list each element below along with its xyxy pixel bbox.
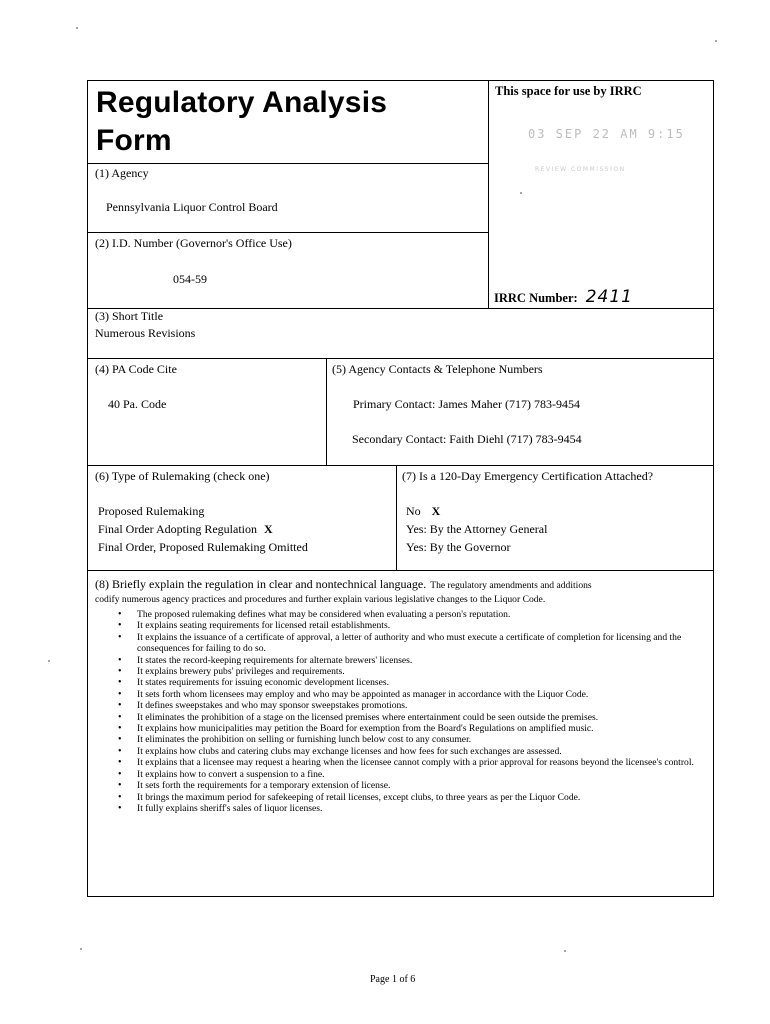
emergency-label: (7) Is a 120-Day Emergency Certification Attached? xyxy=(402,469,654,483)
form-border-right xyxy=(713,80,714,897)
list-item: • It explains how municipalities may petition the Board for exemption from the Board's Regulations on amplified music. xyxy=(92,723,708,734)
divider-agency-id xyxy=(87,232,488,233)
form-border-left xyxy=(87,80,88,897)
emergency-option-governor: Yes: By the Governor xyxy=(406,540,511,554)
page-title xyxy=(96,84,387,160)
list-item: • It explains seating requirements for licensed retail establishments. xyxy=(92,620,708,631)
code-cite-label: (4) PA Code Cite xyxy=(95,362,177,376)
agency-label: (1) Agency xyxy=(95,166,149,180)
form-border-bottom xyxy=(87,896,714,897)
page-number: Page 1 of 6 xyxy=(370,974,416,985)
list-item: • It eliminates the prohibition of a stage on the licensed premises where entertainment could be seen outside the premises. xyxy=(92,712,708,723)
scan-speck xyxy=(76,27,78,29)
irrc-number-value: 2411 xyxy=(585,287,633,307)
irrc-stamp-subtext: REVIEW COMMISSION xyxy=(535,166,626,173)
explanation-intro xyxy=(95,575,707,606)
list-item: • It sets forth whom licensees may employ and who may be appointed as manager in accordance with the Liquor Code. xyxy=(92,689,708,700)
rulemaking-option-final-adopting-label: Final Order Adopting Regulation xyxy=(98,522,257,536)
code-cite-value: 40 Pa. Code xyxy=(108,397,167,411)
id-number-value: 054-59 xyxy=(173,272,207,286)
divider-id-title xyxy=(87,308,714,309)
rulemaking-label: (6) Type of Rulemaking (check one) xyxy=(95,469,270,483)
explanation-intro-rest: The regulatory amendments and additions xyxy=(430,580,592,591)
irrc-received-stamp: 03 SEP 22 AM 9:15 xyxy=(528,127,685,141)
scan-speck xyxy=(520,192,522,194)
explanation-intro-line2: codify numerous agency practices and procedures and further explain various legislative changes to the Liquor Code. xyxy=(95,594,546,605)
irrc-number-label: IRRC Number: xyxy=(494,291,578,305)
irrc-number xyxy=(494,287,633,307)
divider-rulemaking-emergency xyxy=(396,465,397,570)
agency-value: Pennsylvania Liquor Control Board xyxy=(106,200,278,214)
short-title-value: Numerous Revisions xyxy=(95,326,196,340)
id-number-label: (2) I.D. Number (Governor's Office Use) xyxy=(95,236,292,250)
contacts-label: (5) Agency Contacts & Telephone Numbers xyxy=(332,362,543,376)
secondary-contact: Secondary Contact: Faith Diehl (717) 783-9454 xyxy=(352,432,582,446)
list-item: • It explains the issuance of a certificate of approval, a letter of authority and who must execute a certificate of completion for licensing and the consequences for failing to do so. xyxy=(92,632,708,655)
irrc-space-label: This space for use by IRRC xyxy=(495,84,642,98)
list-item: • It explains that a licensee may request a hearing when the licensee cannot comply with a prior approval for reasons beyond the licensee's control. xyxy=(92,757,708,768)
list-item: • It eliminates the prohibition on selling or furnishing lunch below cost to any consumer. xyxy=(92,734,708,745)
rulemaking-option-proposed: Proposed Rulemaking xyxy=(98,504,205,518)
divider-rulemaking-explain xyxy=(87,570,714,571)
irrc-column-divider xyxy=(488,80,489,308)
rulemaking-check-mark: X xyxy=(263,522,273,536)
list-item: • It explains how clubs and catering clubs may exchange licenses and how fees for such exchanges are assessed. xyxy=(92,746,708,757)
list-item: • It defines sweepstakes and who may sponsor sweepstakes promotions. xyxy=(92,700,708,711)
form-border-top xyxy=(87,80,714,81)
list-item: • The proposed rulemaking defines what may be considered when evaluating a person's reputation. xyxy=(92,609,708,620)
primary-contact: Primary Contact: James Maher (717) 783-9454 xyxy=(353,397,580,411)
emergency-option-no-label: No xyxy=(406,504,421,518)
short-title-label: (3) Short Title xyxy=(95,309,164,323)
emergency-check-mark: X xyxy=(431,504,441,518)
rulemaking-option-final-adopting xyxy=(98,522,273,537)
page-title-line1: Regulatory Analysis xyxy=(96,86,388,119)
emergency-option-attorney-general: Yes: By the Attorney General xyxy=(406,522,548,536)
divider-title-cite xyxy=(87,358,714,359)
list-item: • It brings the maximum period for safekeeping of retail licenses, except clubs, to three years as per the Liquor Code. xyxy=(92,792,708,803)
explanation-bullet-list xyxy=(92,609,708,814)
divider-cite-rulemaking xyxy=(87,465,714,466)
scan-speck xyxy=(564,950,566,952)
list-item: • It states the record-keeping requirements for alternate brewers' licenses. xyxy=(92,655,708,666)
divider-cite-contacts xyxy=(326,358,327,465)
list-item: • It sets forth the requirements for a temporary extension of license. xyxy=(92,780,708,791)
list-item: • It explains brewery pubs' privileges and requirements. xyxy=(92,666,708,677)
page-title-line2: Form xyxy=(96,124,172,157)
scan-speck xyxy=(48,660,50,662)
list-item: • It states requirements for issuing economic development licenses. xyxy=(92,677,708,688)
scan-speck xyxy=(715,40,717,42)
explanation-label: (8) Briefly explain the regulation in clear and nontechnical language. xyxy=(95,577,427,591)
emergency-option-no xyxy=(406,504,440,519)
list-item: • It explains how to convert a suspension to a fine. xyxy=(92,769,708,780)
rulemaking-option-final-omitted: Final Order, Proposed Rulemaking Omitted xyxy=(98,540,308,554)
scan-speck xyxy=(80,948,82,950)
list-item: • It fully explains sheriff's sales of liquor licenses. xyxy=(92,803,708,814)
divider-title-agency xyxy=(87,163,488,164)
